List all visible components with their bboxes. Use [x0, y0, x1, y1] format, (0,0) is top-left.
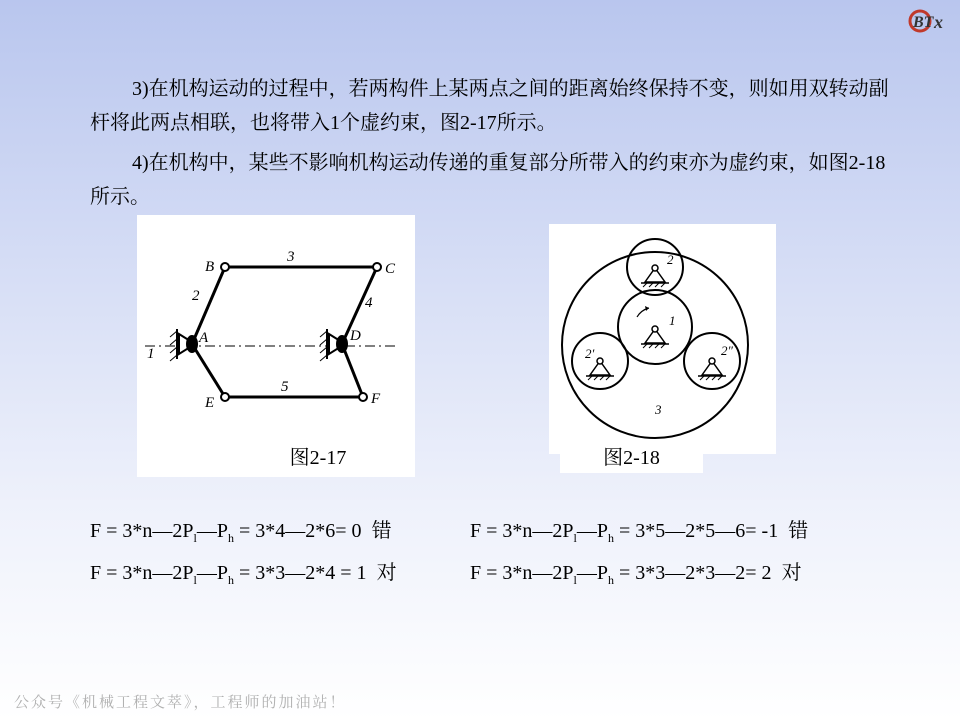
paragraph-4-text: 4)在机构中，某些不影响机构运动传递的重复部分所带入的约束亦为虚约束，如图2-18所示。: [90, 152, 886, 208]
link-2: [192, 267, 225, 344]
svg-text:x: x: [934, 12, 943, 32]
verdict-3: 对: [376, 562, 397, 584]
paragraph-3: [90, 72, 890, 140]
caption-2-18: 图2-18: [560, 443, 703, 473]
formula-2: $F = 3*n—2P_l—P_h$ = 3*5—2*5—6= -1 错: [470, 520, 809, 545]
label-c: C: [385, 261, 396, 277]
formula-row-1: [90, 518, 808, 551]
label-link-1: 1: [147, 346, 155, 362]
label-link-3: 3: [287, 249, 295, 265]
ground-support-d-icon: [320, 329, 348, 361]
linkage-diagram: [137, 215, 415, 455]
brand-logo-icon: [908, 4, 950, 34]
figure-2-17: [137, 215, 415, 477]
label-b: B: [205, 259, 215, 275]
label-link-2: 2: [192, 288, 200, 304]
label-link-4: 4: [365, 295, 373, 311]
label-link-5: 5: [281, 379, 289, 395]
paragraph-4: [90, 146, 890, 214]
formula-3: $F = 3*n—2P_l—P_h$ = 3*3—2*4 = 1 对: [90, 562, 397, 587]
paragraph-3-text: 3)在机构运动的过程中，若两构件上某两点之间的距离始终保持不变，则如用双转动副杆将此两点相联，也将带入1个虚约束，图2-17所示。: [90, 78, 889, 134]
label-gear-2p: 2′: [585, 346, 595, 361]
label-gear-2pp: 2″: [721, 343, 733, 358]
label-d: D: [350, 328, 361, 344]
formula-1: $F = 3*n—2P_l—P_h$ = 3*4—2*6= 0 错: [90, 520, 392, 545]
footer-watermark: 公众号《机械工程文萃》，工程师的加油站！: [14, 693, 347, 711]
link-4-lower: [342, 344, 363, 397]
formula-row-2: [90, 560, 802, 593]
label-f: F: [371, 391, 381, 407]
verdict-1: 错: [371, 520, 392, 542]
verdict-2: 错: [788, 520, 809, 542]
link-2-lower: [192, 344, 225, 397]
label-gear-3: 3: [655, 402, 662, 417]
figure-2-18: [549, 224, 776, 454]
gear-train-diagram: [549, 224, 776, 454]
verdict-4: 对: [781, 562, 802, 584]
label-a: A: [199, 330, 209, 346]
label-gear-2: 2: [667, 252, 674, 267]
formula-4: $F = 3*n—2P_l—P_h$ = 3*3—2*3—2= 2 对: [470, 562, 802, 587]
label-gear-1: 1: [669, 313, 676, 328]
label-e: E: [205, 395, 215, 411]
caption-2-17: 图2-17: [277, 443, 359, 473]
ground-support-a-icon: [170, 329, 198, 361]
logo-text: BT: [913, 14, 934, 31]
